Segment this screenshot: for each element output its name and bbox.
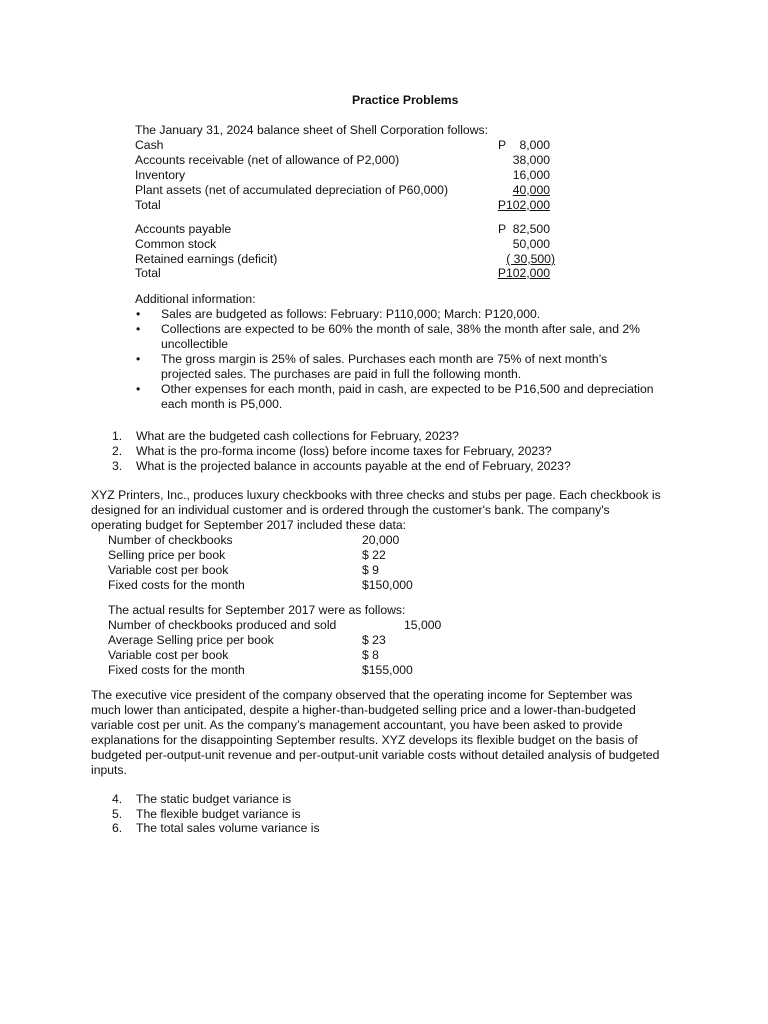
question-text: What is the pro-forma income (loss) before income taxes for February, 2023?	[136, 444, 552, 458]
liability-amount: P 82,500	[498, 222, 550, 236]
additional-info-heading: Additional information:	[135, 292, 256, 306]
asset-label: Accounts receivable (net of allowance of P2,000)	[135, 153, 400, 167]
question-number: 5.	[112, 807, 123, 821]
question-number: 6.	[112, 821, 123, 835]
asset-amount: 40,000	[512, 183, 550, 197]
budget-label: Selling price per book	[108, 548, 226, 562]
actual-label: Number of checkbooks produced and sold	[108, 618, 337, 632]
question-text: What is the projected balance in accounts payable at the end of February, 2023?	[136, 459, 571, 473]
paragraph-line: inputs.	[91, 763, 127, 777]
liability-total-amount: P102,000	[497, 266, 550, 280]
question-text: The total sales volume variance is	[136, 821, 320, 835]
asset-total-amount: P102,000	[497, 198, 550, 212]
question-text: The flexible budget variance is	[136, 807, 301, 821]
paragraph-line: designed for an individual customer and is ordered through the customer's bank. The company's	[91, 503, 610, 517]
asset-label: Inventory	[135, 168, 186, 182]
bullet-item-cont: projected sales. The purchases are paid in full the following month.	[161, 367, 522, 381]
budget-value: $ 9	[362, 563, 379, 577]
question-number: 1.	[112, 429, 123, 443]
paragraph-line: variable cost per unit. As the company’s management accountant, you have been asked to provide	[91, 718, 623, 732]
actual-value: $ 8	[362, 648, 379, 662]
liability-label: Accounts payable	[135, 222, 232, 236]
question-number: 2.	[112, 444, 123, 458]
asset-label: Cash	[135, 138, 164, 152]
liability-amount: 50,000	[512, 237, 550, 251]
actual-label: Variable cost per book	[108, 648, 229, 662]
asset-amount: 38,000	[512, 153, 550, 167]
budget-value: 20,000	[362, 533, 400, 547]
actual-value: 15,000	[404, 618, 442, 632]
actual-label: Fixed costs for the month	[108, 663, 245, 677]
actual-value: $ 23	[362, 633, 386, 647]
bullet-item: • Other expenses for each month, paid in cash, are expected to be P16,500 and depreciation	[161, 382, 654, 397]
bullet-item: • Collections are expected to be 60% the month of sale, 38% the month after sale, and 2%	[161, 322, 640, 337]
liability-total-label: Total	[135, 266, 161, 280]
bullet-item-cont: each month is P5,000.	[161, 397, 283, 411]
actual-value: $155,000	[362, 663, 413, 677]
question-text: What are the budgeted cash collections for February, 2023?	[136, 429, 459, 443]
paragraph-line: XYZ Printers, Inc., produces luxury checkbooks with three checks and stubs per page. Each checkbook is	[91, 488, 661, 502]
paragraph-line: much lower than anticipated, despite a higher-than-budgeted selling price and a lower-than-budgeted	[91, 703, 636, 717]
question-number: 3.	[112, 459, 123, 473]
actual-label: Average Selling price per book	[108, 633, 274, 647]
asset-total-label: Total	[135, 198, 161, 212]
budget-label: Number of checkbooks	[108, 533, 233, 547]
paragraph-line: explanations for the disappointing September results. XYZ develops its flexible budget on the basis of	[91, 733, 638, 747]
question-text: The static budget variance is	[136, 792, 292, 806]
liability-label: Common stock	[135, 237, 217, 251]
paragraph-line: operating budget for September 2017 included these data:	[91, 518, 407, 532]
bullet-item-cont: uncollectible	[161, 337, 229, 351]
paragraph-line: The executive vice president of the company observed that the operating income for September was	[91, 688, 633, 702]
liability-label: Retained earnings (deficit)	[135, 252, 278, 266]
balance-sheet-intro: The January 31, 2024 balance sheet of Shell Corporation follows:	[135, 123, 488, 137]
page-title: Practice Problems	[352, 93, 459, 107]
question-number: 4.	[112, 792, 123, 806]
budget-value: $150,000	[362, 578, 413, 592]
budget-label: Variable cost per book	[108, 563, 229, 577]
asset-amount: P 8,000	[498, 138, 550, 152]
asset-amount: 16,000	[512, 168, 550, 182]
budget-value: $ 22	[362, 548, 386, 562]
bullet-item: • The gross margin is 25% of sales. Purchases each month are 75% of next month’s	[161, 352, 607, 367]
paragraph-line: budgeted per-output-unit revenue and per-output-unit variable costs without detailed analysis of budgeted	[91, 748, 660, 762]
liability-amount: ( 30,500)	[506, 252, 555, 266]
budget-label: Fixed costs for the month	[108, 578, 245, 592]
actual-results-heading: The actual results for September 2017 were as follows:	[108, 603, 406, 617]
bullet-item: • Sales are budgeted as follows: February: P110,000; March: P120,000.	[161, 307, 540, 322]
asset-label: Plant assets (net of accumulated depreciation of P60,000)	[135, 183, 449, 197]
